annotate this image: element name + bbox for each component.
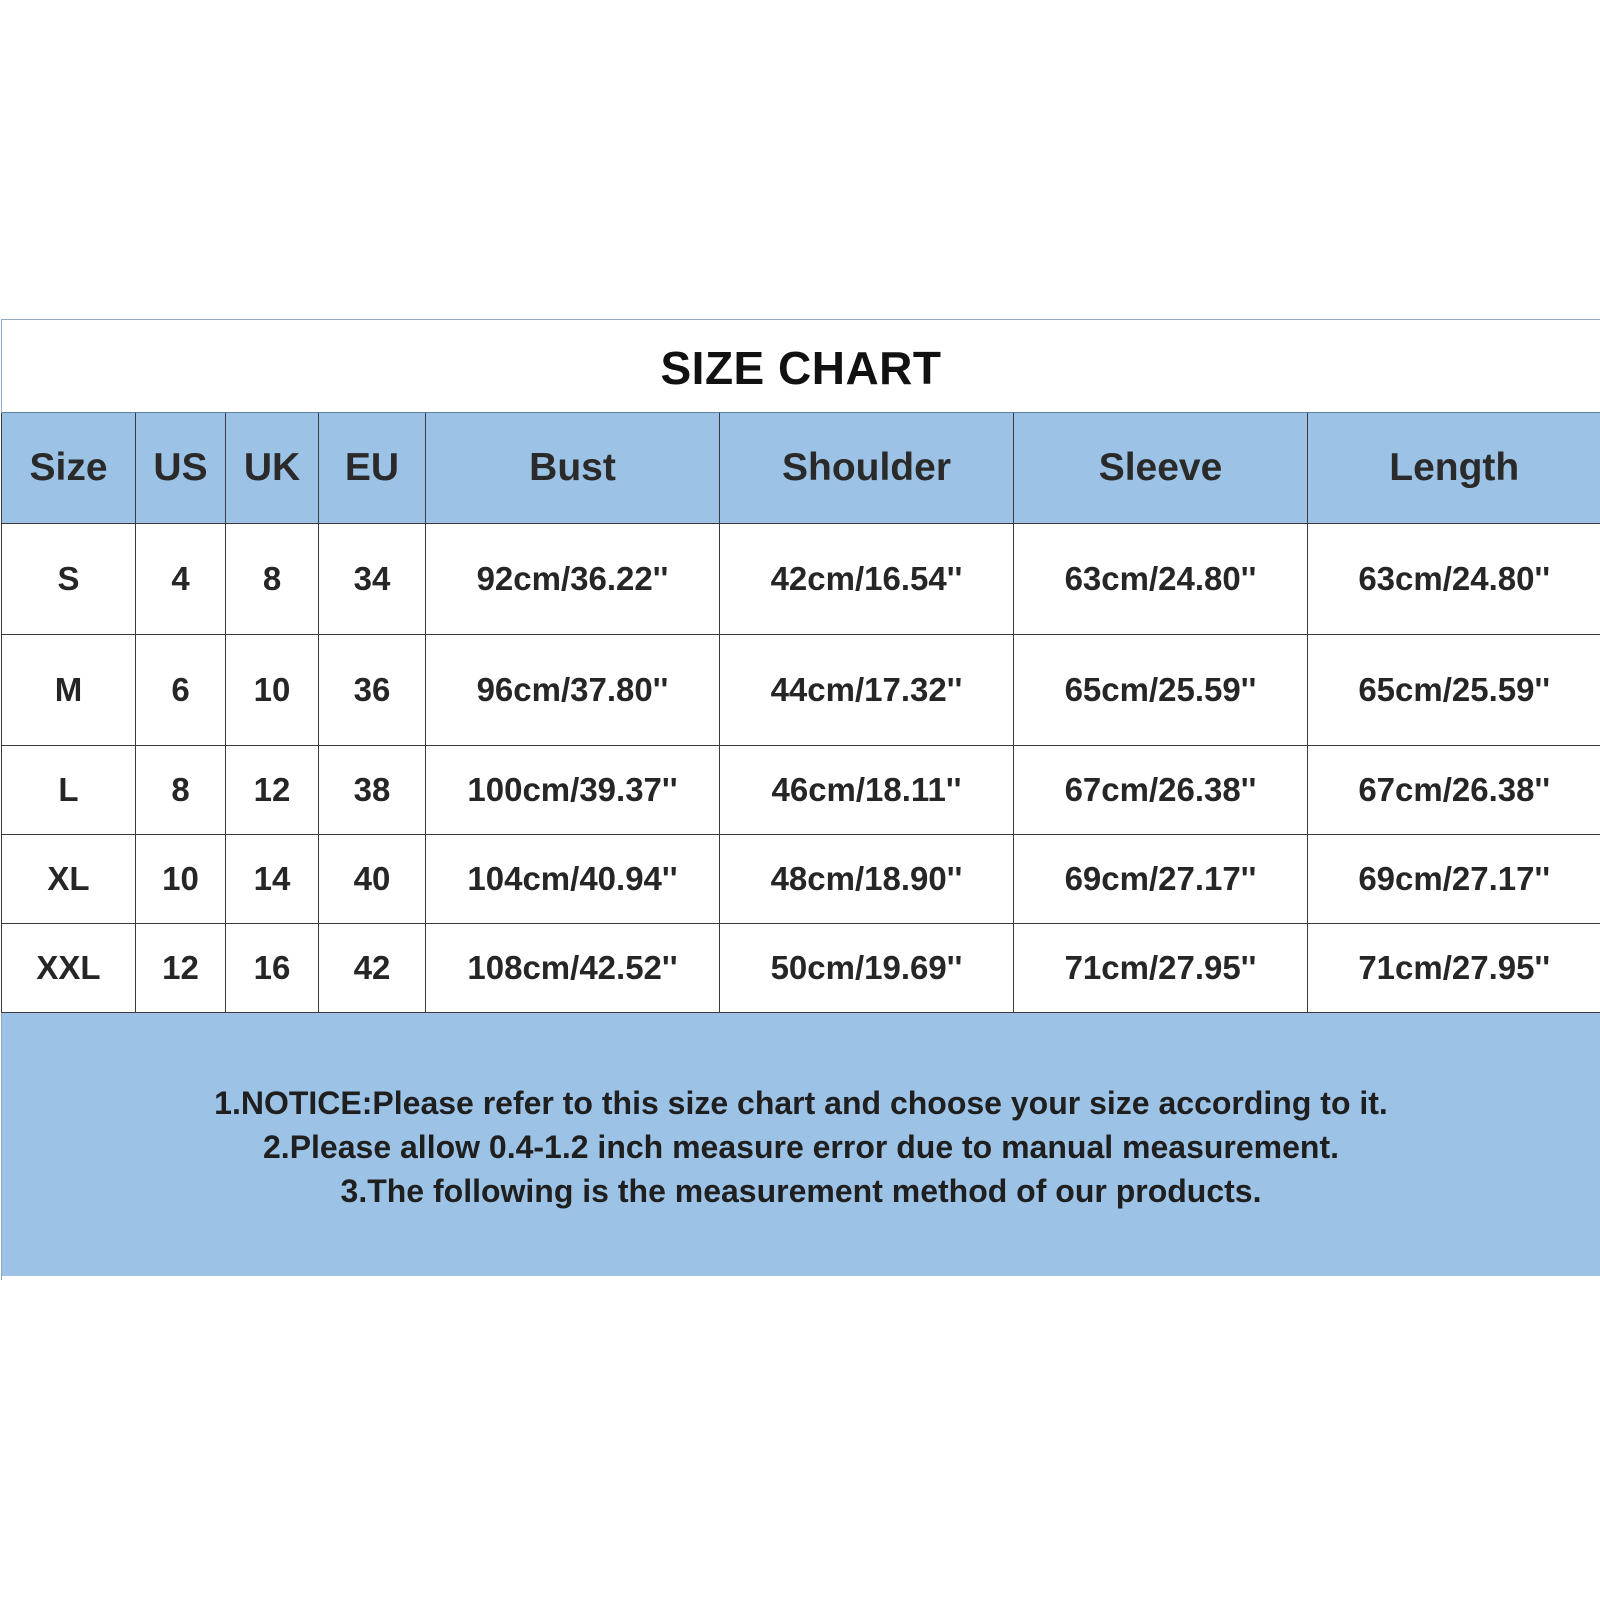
size-chart [1, 319, 1600, 1280]
table-row [2, 835, 1600, 924]
notice-line-1: 1.NOTICE:Please refer to this size chart and choose your size according to it. [214, 1084, 1388, 1121]
cell-sleeve: 63cm/24.80'' [1014, 524, 1308, 635]
cell-shoulder: 44cm/17.32'' [720, 635, 1014, 746]
table-row [2, 635, 1600, 746]
cell-eu: 36 [319, 635, 426, 746]
cell-uk: 16 [226, 924, 319, 1013]
cell-eu: 40 [319, 835, 426, 924]
notice-line-3: 3.The following is the measurement method of our products. [340, 1172, 1262, 1209]
cell-length: 63cm/24.80'' [1308, 524, 1600, 635]
cell-uk: 10 [226, 635, 319, 746]
cell-uk: 8 [226, 524, 319, 635]
cell-sleeve: 71cm/27.95'' [1014, 924, 1308, 1013]
cell-bust: 104cm/40.94'' [426, 835, 720, 924]
cell-shoulder: 48cm/18.90'' [720, 835, 1014, 924]
cell-size: M [2, 635, 136, 746]
cell-eu: 42 [319, 924, 426, 1013]
cell-us: 10 [136, 835, 226, 924]
cell-size: XXL [2, 924, 136, 1013]
cell-us: 8 [136, 746, 226, 835]
cell-eu: 34 [319, 524, 426, 635]
cell-shoulder: 50cm/19.69'' [720, 924, 1014, 1013]
cell-uk: 12 [226, 746, 319, 835]
cell-us: 6 [136, 635, 226, 746]
cell-length: 71cm/27.95'' [1308, 924, 1600, 1013]
cell-bust: 96cm/37.80'' [426, 635, 720, 746]
cell-uk: 14 [226, 835, 319, 924]
cell-bust: 100cm/39.37'' [426, 746, 720, 835]
chart-title: SIZE CHART [2, 320, 1600, 413]
header-sleeve: Sleeve [1014, 413, 1308, 524]
header-eu: EU [319, 413, 426, 524]
cell-us: 4 [136, 524, 226, 635]
cell-length: 67cm/26.38'' [1308, 746, 1600, 835]
cell-size: L [2, 746, 136, 835]
cell-size: S [2, 524, 136, 635]
header-row [2, 413, 1600, 524]
cell-shoulder: 42cm/16.54'' [720, 524, 1014, 635]
cell-us: 12 [136, 924, 226, 1013]
cell-shoulder: 46cm/18.11'' [720, 746, 1014, 835]
cell-sleeve: 65cm/25.59'' [1014, 635, 1308, 746]
header-bust: Bust [426, 413, 720, 524]
cell-sleeve: 69cm/27.17'' [1014, 835, 1308, 924]
header-length: Length [1308, 413, 1600, 524]
header-size: Size [2, 413, 136, 524]
header-uk: UK [226, 413, 319, 524]
cell-bust: 108cm/42.52'' [426, 924, 720, 1013]
table-row [2, 524, 1600, 635]
header-us: US [136, 413, 226, 524]
size-table [1, 413, 1600, 1013]
notice-line-2: 2.Please allow 0.4-1.2 inch measure error due to manual measurement. [263, 1128, 1339, 1165]
table-row [2, 924, 1600, 1013]
cell-sleeve: 67cm/26.38'' [1014, 746, 1308, 835]
cell-length: 69cm/27.17'' [1308, 835, 1600, 924]
header-shoulder: Shoulder [720, 413, 1014, 524]
table-row [2, 746, 1600, 835]
cell-bust: 92cm/36.22'' [426, 524, 720, 635]
cell-size: XL [2, 835, 136, 924]
cell-eu: 38 [319, 746, 426, 835]
notice-panel [2, 1013, 1600, 1276]
cell-length: 65cm/25.59'' [1308, 635, 1600, 746]
